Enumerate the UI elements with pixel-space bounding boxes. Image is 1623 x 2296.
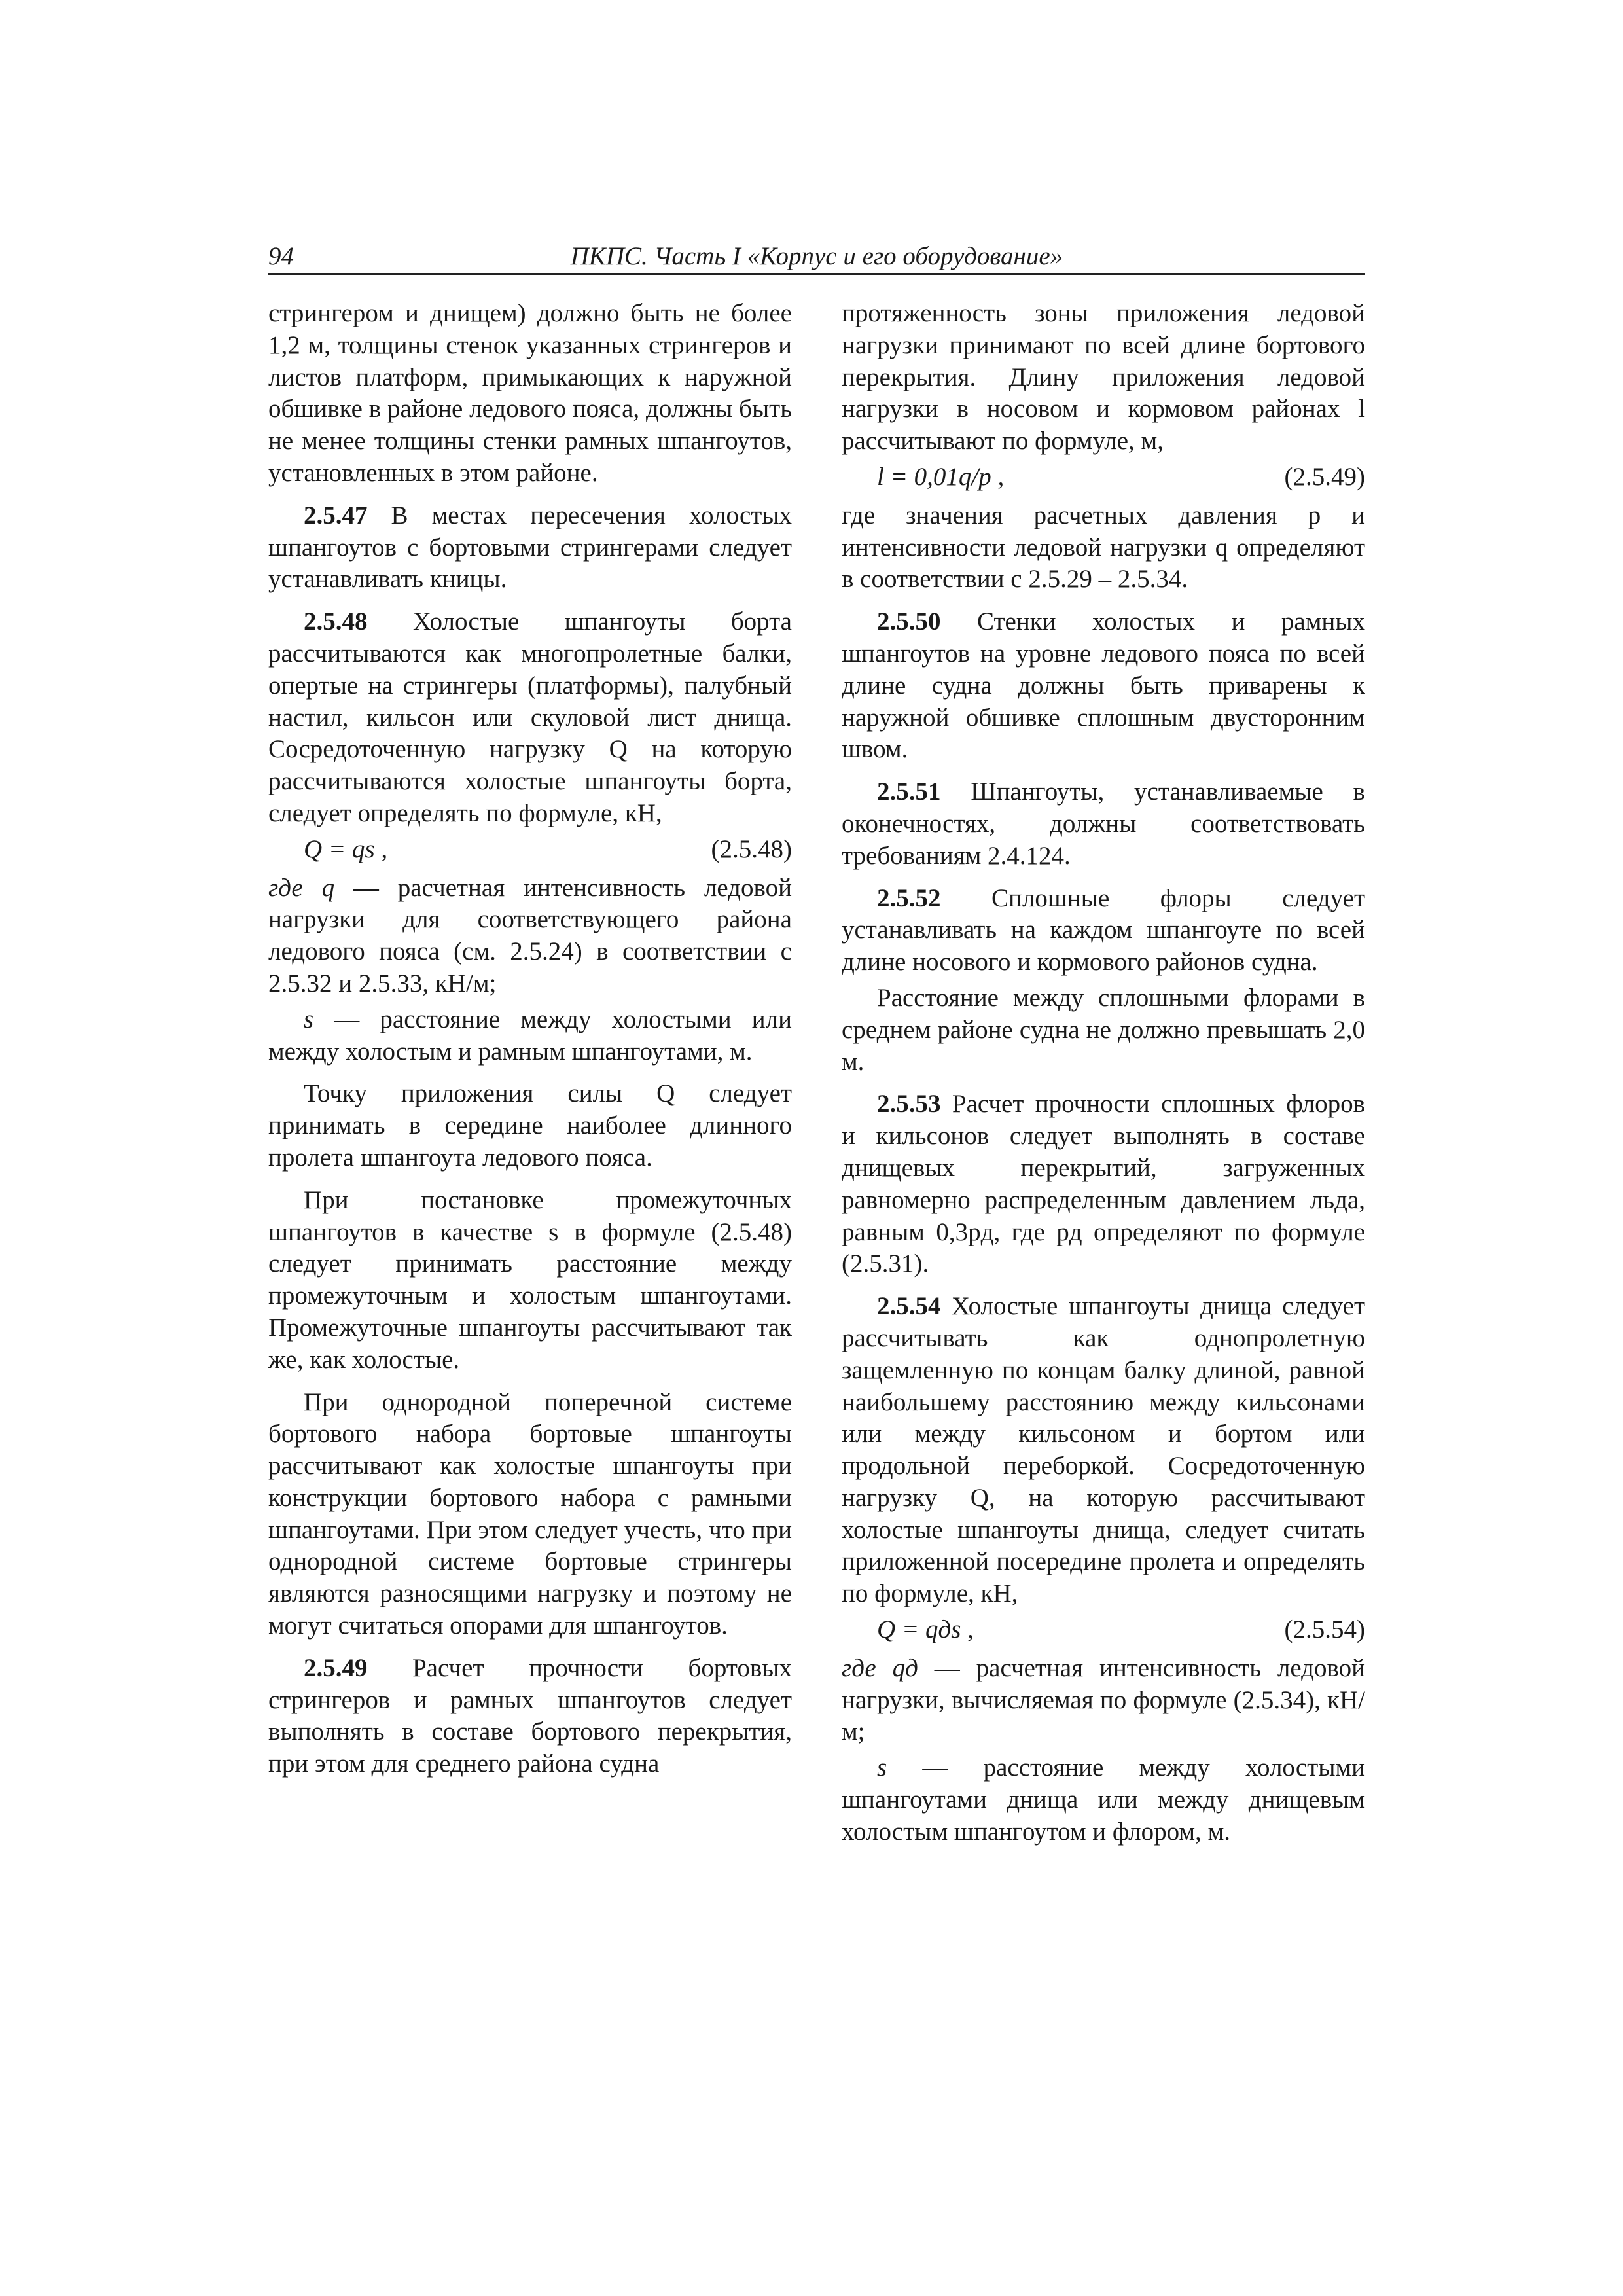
formula-number: (2.5.49): [1284, 462, 1365, 491]
clause-text: Расчет прочности бортовых стрингеров и рамных шпангоутов следует выполнять в составе бортового перекрытия, при этом для среднего района судна: [268, 1653, 792, 1778]
formula-2-5-54: [842, 1614, 1365, 1646]
formula-number: (2.5.54): [1284, 1615, 1365, 1644]
clause-text: Расчет прочности сплошных флоров и кильсонов следует выполнять в составе днищевых перекрытий, загруженных равномерно распределенным давлением льда, равным 0,3pд, где pд определяют по формуле (2.5.31).: [842, 1090, 1365, 1278]
paragraph: Точку приложения силы Q следует принимать в середине наиболее длинного пролета шпангоута ледового пояса.: [268, 1079, 792, 1172]
definition-variable: s: [877, 1753, 887, 1782]
clause-number: 2.5.48: [304, 607, 368, 636]
paragraph: протяженность зоны приложения ледовой нагрузки принимают по всей длине бортового перекрытия. Длину приложения ледовой нагрузки в носовом и кормовом районах l рассчитывают по формуле, м,: [842, 299, 1365, 456]
paragraph: стрингером и днищем) должно быть не более 1,2 м, толщины стенок указанных стрингеров и листов платформ, примыкающих к наружной обшивке в районе ледового пояса, должны быть не менее толщины стенки рамных шпангоутов, установленных в этом районе.: [268, 299, 792, 487]
clause-text: Шпангоуты, устанавливаемые в оконечностях, должны соответствовать требованиям 2.4.124.: [842, 778, 1365, 870]
clause-text: Стенки холостых и рамных шпангоутов на уровне ледового пояса по всей длине судна должны быть приварены к наружной обшивке сплошным двусторонним швом.: [842, 607, 1365, 764]
clause-text: Холостые шпангоуты днища следует рассчитывать как однопролетную защемленную по концам балку длиной, равной наибольшему расстоянию между кильсонами или между кильсоном и бортом или продольной переборкой. Сосредоточенную нагрузку Q, на которую рассчитывают холостые шпангоуты днища, следует считать приложенной посередине пролета и определять по формуле, кН,: [842, 1292, 1365, 1608]
formula-2-5-48: [268, 834, 792, 866]
running-title: ПКПС. Часть I «Корпус и его оборудование»: [570, 242, 1063, 270]
formula-number: (2.5.48): [711, 834, 792, 863]
clause-number: 2.5.52: [877, 884, 941, 912]
right-column: [842, 298, 1365, 1859]
clause-2-5-50: [842, 606, 1365, 766]
clause-number: 2.5.51: [877, 778, 941, 806]
clause-number: 2.5.54: [877, 1292, 941, 1321]
clause-text: Сплошные флоры следует устанавливать на каждом шпангоуте по всей длине носового и кормового районов судна.: [842, 884, 1365, 977]
clause-2-5-53: [842, 1088, 1365, 1280]
clause-number: 2.5.49: [304, 1653, 368, 1682]
clause-number: 2.5.47: [304, 501, 368, 529]
paragraph: При однородной поперечной системе бортового набора бортовые шпангоуты рассчитывают как холостые шпангоуты при конструкции бортового набора с рамными шпангоутами. При этом следует учесть, что при однородной системе бортовые стрингеры являются разносящими нагрузку и поэтому не могут считаться опорами для шпангоутов.: [268, 1388, 792, 1640]
clause-number: 2.5.53: [877, 1090, 941, 1119]
definition-variable: s: [304, 1005, 314, 1033]
paragraph: где значения расчетных давления p и интенсивности ледовой нагрузки q определяют в соответствии с 2.5.29 – 2.5.34.: [842, 501, 1365, 594]
definition-text: — расчетная интенсивность ледовой нагрузки для соответствующего района ледового пояса (см. 2.5.24) в соответствии с 2.5.32 и 2.5.33, кН/м;: [268, 873, 793, 997]
definition-variable: где qд: [842, 1653, 918, 1682]
clause-text: Холостые шпангоуты борта рассчитываются как многопролетные балки, опертые на стрингеры (платформы), палубный настил, кильсон или скуловой лист днища. Сосредоточенную нагрузку Q на которую рассчитываются холостые шпангоуты борта, следует определять по формуле, кН,: [268, 607, 792, 827]
clause-2-5-48: [268, 606, 792, 830]
formula-2-5-49: [842, 461, 1365, 493]
definition-text: — расстояние между холостыми шпангоутами днища или между днищевым холостым шпангоутом и флором, м.: [842, 1753, 1365, 1846]
paragraph: При постановке промежуточных шпангоутов в качестве s в формуле (2.5.48) следует принимать расстояние между промежуточным и холостым шпангоутами. Промежуточные шпангоуты рассчитывают так же, как холостые.: [268, 1185, 792, 1374]
clause-2-5-54: [842, 1291, 1365, 1610]
clause-2-5-47: [268, 500, 792, 596]
definition: [268, 872, 792, 1000]
clause-number: 2.5.50: [877, 607, 941, 636]
definition: [842, 1752, 1365, 1848]
page-number: 94: [268, 242, 294, 270]
formula-expression: Q = qдs ,: [877, 1615, 974, 1644]
clause-2-5-52: [842, 883, 1365, 978]
page-header: [268, 239, 1365, 275]
definition: [842, 1653, 1365, 1748]
definition-text: — расстояние между холостыми или между холостым и рамным шпангоутами, м.: [268, 1005, 792, 1066]
paragraph: Расстояние между сплошными флорами в среднем районе судна не должно превышать 2,0 м.: [842, 983, 1365, 1076]
clause-text: В местах пересечения холостых шпангоутов с бортовыми стрингерами следует устанавливать кницы.: [268, 501, 792, 594]
formula-expression: Q = qs ,: [304, 834, 388, 863]
definition-text: — расчетная интенсивность ледовой нагрузки, вычисляемая по формуле (2.5.34), кН/м;: [842, 1653, 1366, 1746]
definition: [268, 1004, 792, 1068]
left-column: [268, 298, 792, 1791]
formula-expression: l = 0,01q/p ,: [877, 462, 1005, 491]
definition-variable: где q: [268, 873, 335, 902]
clause-2-5-51: [842, 776, 1365, 872]
clause-2-5-49: [268, 1653, 792, 1780]
